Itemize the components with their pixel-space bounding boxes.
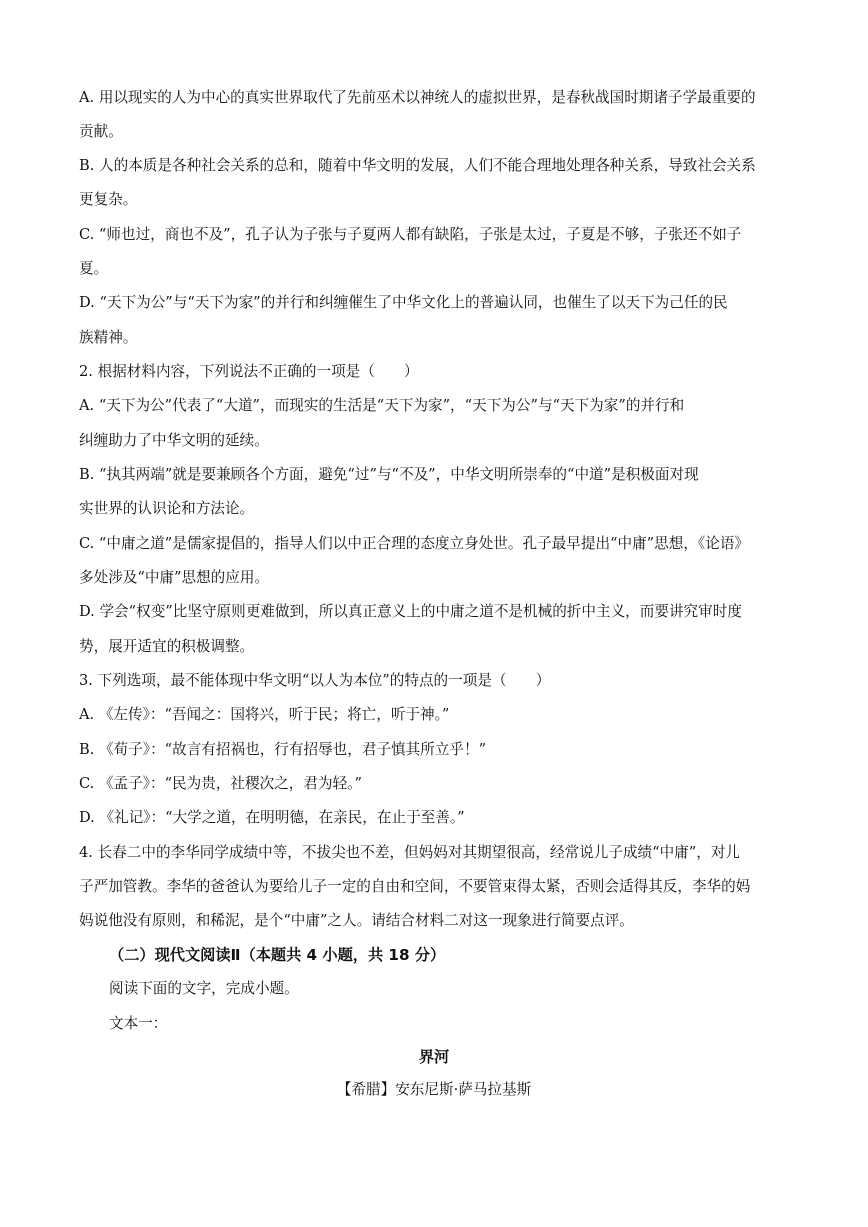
q2-option-b-line-1: B. “执其两端”就是要兼顾各个方面，避免“过”与“不及”，中华文明所崇奉的“中道”是积极面对现 — [79, 466, 699, 483]
text-label: 文本一： — [109, 1015, 168, 1032]
poem-title: 界河 — [418, 1048, 450, 1066]
q3-option-c: C. 《孟子》：“民为贵，社稷次之，君为轻。” — [79, 775, 362, 792]
option-a-line-2: 贡献。 — [79, 123, 123, 140]
section-heading: （二）现代文阅读Ⅱ（本题共 4 小题，共 18 分） — [109, 946, 446, 964]
q2-option-d-line-1: D. 学会“权变”比坚守原则更难做到，所以真正意义上的中庸之道不是机械的折中主义，而要讲究审时度 — [79, 603, 742, 620]
q3-option-d: D. 《礼记》：“大学之道，在明明德，在亲民，在止于至善。” — [79, 809, 465, 826]
reading-instruction: 阅读下面的文字，完成小题。 — [109, 980, 299, 997]
option-c-line-1: C. “师也过，商也不及”，孔子认为子张与子夏两人都有缺陷，子张是太过，子夏是不够，子张还不如子 — [79, 226, 742, 243]
question-4-line-3: 妈说他没有原则，和稀泥，是个“中庸”之人。请结合材料二对这一现象进行简要点评。 — [79, 912, 634, 929]
poem-author: 【希腊】安东尼斯·萨马拉基斯 — [336, 1081, 532, 1098]
question-3: 3. 下列选项，最不能体现中华文明“以人为本位”的特点的一项是（ ） — [79, 672, 551, 689]
q2-option-a-line-1: A. “天下为公”代表了“大道”，而现实的生活是“天下为家”，“天下为公”与“天下为家”的并行和 — [79, 397, 685, 414]
q2-option-c-line-2: 多处涉及“中庸”思想的应用。 — [79, 569, 270, 586]
option-d-line-1: D. “天下为公”与“天下为家”的并行和纠缠催生了中华文化上的普遍认同，也催生了以天下为己任的民 — [79, 294, 728, 311]
option-b-line-1: B. 人的本质是各种社会关系的总和，随着中华文明的发展，人们不能合理地处理各种关系，导致社会关系 — [79, 157, 756, 174]
question-4-line-2: 子严加管教。李华的爸爸认为要给儿子一定的自由和空间，不要管束得太紧，否则会适得其反，李华的妈 — [79, 878, 751, 895]
option-a-line-1: A. 用以现实的人为中心的真实世界取代了先前巫术以神统人的虚拟世界，是春秋战国时期诸子学最重要的 — [79, 89, 756, 106]
option-d-line-2: 族精神。 — [79, 329, 138, 346]
question-4-line-1: 4. 长春二中的李华同学成绩中等，不拔尖也不差，但妈妈对其期望很高，经常说儿子成绩“中庸”，对儿 — [79, 844, 741, 861]
q3-option-b: B. 《荀子》：“故言有招祸也，行有招辱也，君子慎其所立乎！” — [79, 741, 487, 758]
q2-option-d-line-2: 势，展开适宜的积极调整。 — [79, 638, 255, 655]
q3-option-a: A. 《左传》：“吾闻之：国将兴，听于民；将亡，听于神。” — [79, 706, 450, 723]
question-2: 2. 根据材料内容，下列说法不正确的一项是（ ） — [79, 363, 419, 380]
option-b-line-2: 更复杂。 — [79, 191, 138, 208]
q2-option-a-line-2: 纠缠助力了中华文明的延续。 — [79, 432, 269, 449]
option-c-line-2: 夏。 — [79, 260, 109, 277]
q2-option-c-line-1: C. “中庸之道”是儒家提倡的，指导人们以中正合理的态度立身处世。孔子最早提出“中庸”思想，《论语》 — [79, 535, 750, 552]
q2-option-b-line-2: 实世界的认识论和方法论。 — [79, 500, 255, 517]
